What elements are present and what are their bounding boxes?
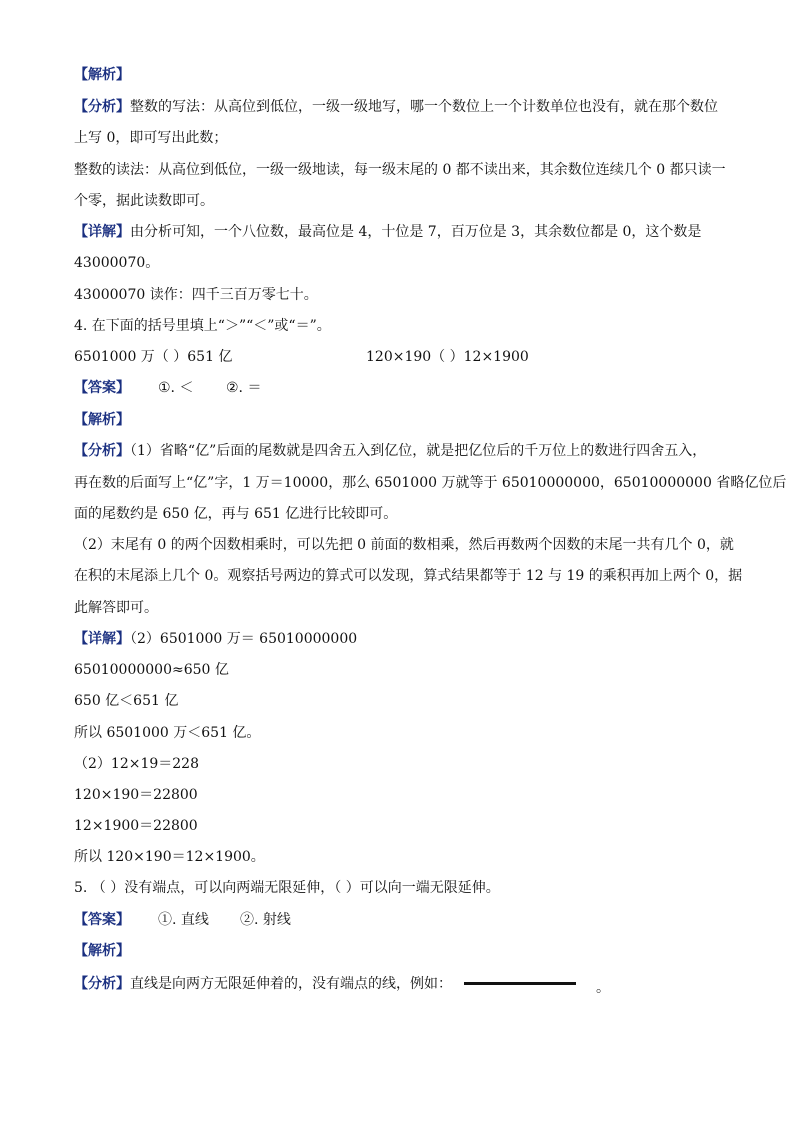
analysis-4-line-3 (74, 505, 397, 523)
detail-text: 12×1900＝22800 (74, 818, 198, 834)
analysis-heading (74, 66, 130, 84)
answer-text: ②. ＝ (226, 380, 262, 396)
analysis-text: 再在数的后面写上“亿”字，1 万＝10000，那么 6501000 万就等于 65010000000，65010000000 省略亿位后 (74, 475, 787, 491)
detail-text: 65010000000≈650 亿 (74, 662, 229, 678)
analysis-text: 在积的末尾添上几个 0。观察括号两边的算式可以发现，算式结果都等于 12 与 19 的乘积再加上两个 0，据 (74, 568, 743, 584)
analysis-line-3 (74, 161, 726, 179)
question-text: 4. 在下面的括号里填上“＞”“＜”或“＝”。 (74, 318, 331, 334)
analysis-4-line-5 (74, 567, 742, 585)
question-text: 5. （ ）没有端点，可以向两端无限延伸，（ ）可以向一端无限延伸。 (74, 880, 500, 896)
analysis-5-heading (74, 942, 130, 960)
tag-daan: 【答案】 (74, 912, 130, 928)
analysis-text: （1）省略“亿”后面的尾数就是四舍五入到亿位，就是把亿位后的千万位上的数进行四舍五入， (130, 443, 707, 459)
tag-fenxi: 【分析】 (74, 976, 130, 992)
tag-fenxi: 【分析】 (74, 99, 130, 115)
analysis-4-line-1 (74, 442, 706, 460)
tag-jiexi: 【解析】 (74, 943, 130, 959)
detail-text: 43000070 读作：四千三百万零七十。 (74, 287, 318, 303)
answer-4 (74, 379, 130, 397)
detail-4-line-5 (74, 755, 199, 773)
analysis-text: 整数的写法：从高位到低位，一级一级地写，哪一个数位上一个计数单位也没有，就在那个数位 (130, 99, 718, 115)
answer-text: ①. 直线 (158, 912, 209, 928)
answer-text: ①. ＜ (158, 380, 194, 396)
answer-4-item-1 (158, 379, 193, 397)
analysis-text: 上写 0，即可写出此数； (74, 130, 228, 146)
analysis-text: 面的尾数约是 650 亿，再与 651 亿进行比较即可。 (74, 506, 398, 522)
answer-5 (74, 911, 130, 929)
detail-text: 所以 120×190＝12×1900。 (74, 849, 265, 865)
question-5 (74, 879, 500, 897)
analysis-line-2 (74, 129, 227, 147)
answer-5-item-1 (158, 911, 209, 929)
analysis-4-line-4 (74, 536, 734, 554)
analysis-text: 整数的读法：从高位到低位，一级一级地读，每一级末尾的 0 都不读出来，其余数位连续几个 0 都只读一 (74, 162, 726, 178)
tag-daan: 【答案】 (74, 380, 130, 396)
analysis-text: 直线是向两方无限延伸着的，没有端点的线，例如： (130, 976, 452, 992)
question-4 (74, 317, 331, 335)
detail-4-line-7 (74, 817, 198, 835)
question-4-items-right (366, 348, 529, 366)
detail-line-2 (74, 254, 159, 272)
detail-line-3 (74, 286, 318, 304)
tag-fenxi: 【分析】 (74, 443, 130, 459)
analysis-text: 此解答即可。 (74, 600, 158, 616)
detail-text: （2）6501000 万＝ 65010000000 (130, 631, 358, 647)
analysis-4-line-2 (74, 474, 786, 492)
tag-xiangjie: 【详解】 (74, 631, 130, 647)
straight-line-figure (464, 982, 576, 985)
answer-5-item-2 (240, 911, 291, 929)
analysis-text: 个零，据此读数即可。 (74, 193, 214, 209)
detail-line-1 (74, 223, 701, 241)
detail-4-line-4 (74, 724, 260, 742)
analysis-line-1 (74, 98, 718, 116)
detail-text: 所以 6501000 万＜651 亿。 (74, 725, 261, 741)
detail-4-line-3 (74, 692, 178, 710)
analysis-4-line-6 (74, 599, 158, 617)
detail-text: 43000070。 (74, 255, 160, 271)
analysis-text: （2）末尾有 0 的两个因数相乘时，可以先把 0 前面的数相乘，然后再数两个因数的末尾一共有几个 0，就 (74, 537, 734, 553)
analysis-5-line-1 (74, 975, 452, 993)
answer-text: ②. 射线 (240, 912, 291, 928)
detail-4-line-2 (74, 661, 229, 679)
q4-right-expression: 120×190（ ）12×1900 (366, 349, 529, 365)
detail-text: （2）12×19＝228 (74, 756, 199, 772)
answer-4-item-2 (226, 379, 261, 397)
detail-text: 650 亿＜651 亿 (74, 693, 179, 709)
detail-text: 120×190＝22800 (74, 787, 198, 803)
question-4-items (74, 348, 232, 366)
q4-left-expression: 6501000 万（ ）651 亿 (74, 349, 233, 365)
detail-4-line-6 (74, 786, 198, 804)
detail-4-line-8 (74, 848, 265, 866)
period-mark: 。 (596, 980, 610, 996)
detail-4-line-1 (74, 630, 357, 648)
tag-jiexi: 【解析】 (74, 67, 130, 83)
analysis-line-4 (74, 192, 214, 210)
tag-jiexi: 【解析】 (74, 412, 130, 428)
analysis-4-heading (74, 411, 130, 429)
detail-text: 由分析可知，一个八位数，最高位是 4，十位是 7，百万位是 3，其余数位都是 0，这个数是 (130, 224, 702, 240)
tag-xiangjie: 【详解】 (74, 224, 130, 240)
